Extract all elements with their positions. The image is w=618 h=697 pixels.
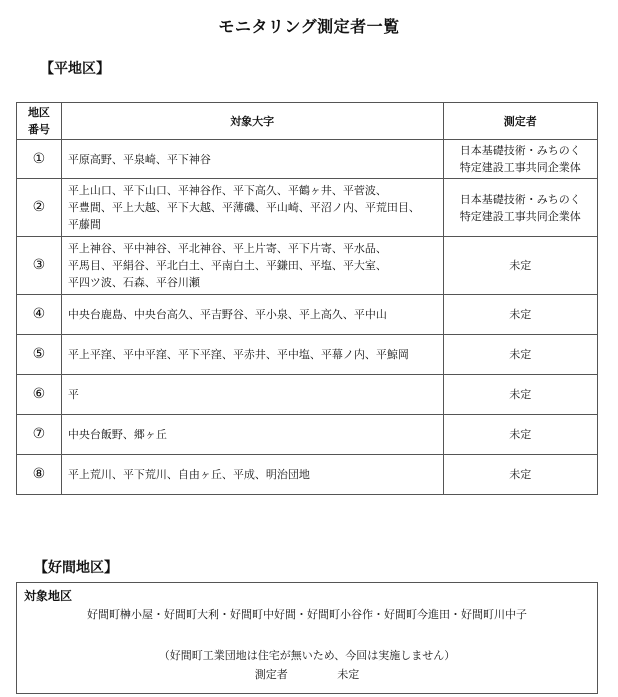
district-number: ⑥ <box>17 375 62 415</box>
table-row <box>17 237 598 295</box>
measurer: 未定 <box>443 415 598 455</box>
measurer-table <box>16 102 598 495</box>
measurer: 未定 <box>443 237 598 295</box>
measurer-label: 測定者 <box>254 668 288 681</box>
table-row <box>17 455 598 495</box>
table-row <box>17 335 598 375</box>
header-district-number: 地区 番号 <box>17 103 62 140</box>
measurer: 未定 <box>443 295 598 335</box>
table-row <box>17 295 598 335</box>
header-measurer: 測定者 <box>443 103 598 140</box>
target-areas: 平上山口、平下山口、平神谷作、平下高久、平鶴ヶ井、平菅波、 平豊間、平上大越、平下大越、平薄磯、平山崎、平沼ノ内、平荒田目、 平藤間 <box>61 179 443 237</box>
table-row <box>17 140 598 179</box>
header-target-area: 対象大字 <box>61 103 443 140</box>
target-areas: 平上荒川、平下荒川、自由ヶ丘、平成、明治団地 <box>61 455 443 495</box>
target-areas: 中央台飯野、郷ヶ丘 <box>61 415 443 455</box>
table-row <box>17 375 598 415</box>
table-row <box>17 179 598 237</box>
district-number: ④ <box>17 295 62 335</box>
district-number: ③ <box>17 237 62 295</box>
target-areas: 中央台鹿島、中央台高久、平吉野谷、平小泉、平上高久、平中山 <box>61 295 443 335</box>
measurer: 日本基礎技術・みちのく 特定建設工事共同企業体 <box>443 179 598 237</box>
section-heading-taira: 【平地区】 <box>40 61 110 77</box>
section-heading-yoshima: 【好間地区】 <box>34 560 118 576</box>
yoshima-areas: 好間町榊小屋・好間町大利・好間町中好間・好間町小谷作・好間町今進田・好間町川中子 <box>87 608 527 621</box>
district-number: ② <box>17 179 62 237</box>
measurer: 未定 <box>443 455 598 495</box>
target-areas: 平上平窪、平中平窪、平下平窪、平赤井、平中塩、平幕ノ内、平鯨岡 <box>61 335 443 375</box>
table-row <box>17 415 598 455</box>
page-title: モニタリング測定者一覧 <box>218 17 400 36</box>
measurer: 日本基礎技術・みちのく 特定建設工事共同企業体 <box>443 140 598 179</box>
measurer: 未定 <box>443 375 598 415</box>
district-number: ① <box>17 140 62 179</box>
district-number: ⑦ <box>17 415 62 455</box>
table-header-row <box>17 103 598 140</box>
yoshima-note: （好間町工業団地は住宅が無いため、今回は実施しません） <box>158 649 456 662</box>
target-areas: 平原高野、平泉崎、平下神谷 <box>61 140 443 179</box>
target-areas: 平上神谷、平中神谷、平北神谷、平上片寄、平下片寄、平水品、 平馬目、平絹谷、平北白土、平南白土、平鎌田、平塩、平大室、 平四ツ波、石森、平谷川瀬 <box>61 237 443 295</box>
target-area-label: 対象地区 <box>24 589 73 603</box>
yoshima-measurer <box>17 666 597 682</box>
district-number: ⑤ <box>17 335 62 375</box>
target-areas: 平 <box>61 375 443 415</box>
yoshima-box <box>16 582 598 694</box>
measurer: 未定 <box>443 335 598 375</box>
district-number: ⑧ <box>17 455 62 495</box>
measurer-value: 未定 <box>337 668 360 681</box>
